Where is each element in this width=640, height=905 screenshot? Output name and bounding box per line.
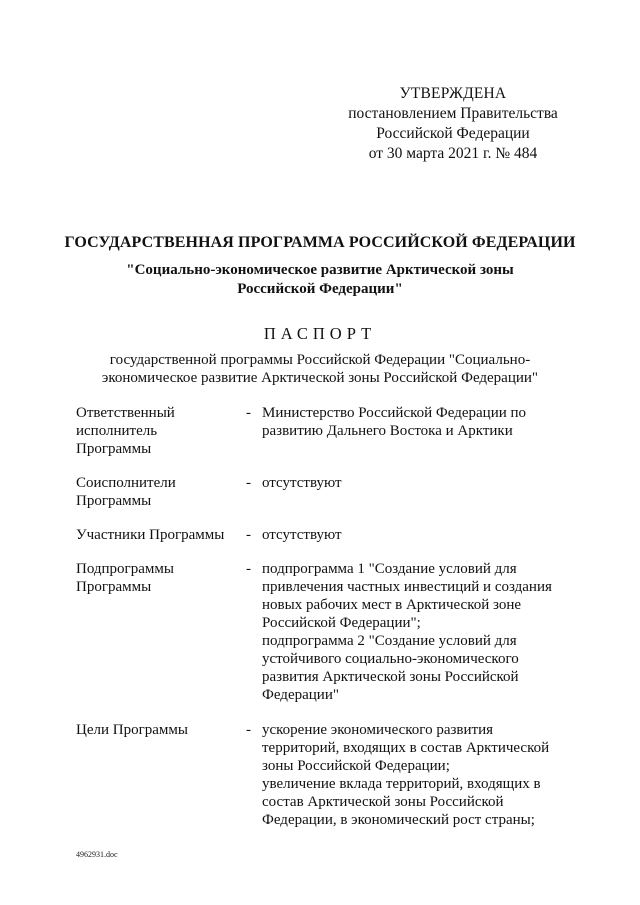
passport-row-goals xyxy=(76,721,576,829)
passport-row-coexecutors xyxy=(76,474,576,526)
row-value-line: Федерации" xyxy=(262,687,339,703)
approval-line-2: Российской Федерации xyxy=(376,125,530,142)
row-value xyxy=(262,526,576,544)
row-value xyxy=(262,560,576,704)
row-dash: - xyxy=(246,561,251,577)
row-value-line: развитию Дальнего Востока и Арктики xyxy=(262,423,513,439)
row-value-line: новых рабочих мест в Арктической зоне xyxy=(262,597,522,613)
passport-table xyxy=(76,404,576,829)
row-label-line: исполнитель xyxy=(76,423,158,439)
row-value-line: развития Арктической зоны Российской xyxy=(262,669,519,685)
passport-subtitle xyxy=(0,351,640,387)
row-value-line: территорий, входящих в состав Арктической xyxy=(262,740,550,756)
row-value-line: отсутствуют xyxy=(262,475,342,491)
passport-subtitle-line-2: экономическое развитие Арктической зоны Российской Федерации" xyxy=(101,370,539,386)
program-name xyxy=(0,261,640,299)
row-value-line: Российской Федерации"; xyxy=(262,615,421,631)
row-value xyxy=(262,721,576,829)
row-dash: - xyxy=(246,722,251,738)
row-label xyxy=(76,721,246,739)
row-label-line: Соисполнители xyxy=(76,475,176,491)
row-label-line: Программы xyxy=(76,441,152,457)
row-value-line: ускорение экономического развития xyxy=(262,722,493,738)
row-value-line: отсутствуют xyxy=(262,527,342,543)
row-value-line: Министерство Российской Федерации по xyxy=(262,405,527,421)
approval-line-1: постановлением Правительства xyxy=(348,105,558,122)
row-label xyxy=(76,474,246,510)
approval-line-3: от 30 марта 2021 г. № 484 xyxy=(368,145,538,162)
document-title: ГОСУДАРСТВЕННАЯ ПРОГРАММА РОССИЙСКОЙ ФЕДЕРАЦИИ xyxy=(64,234,576,251)
row-value-line: устойчивого социально-экономического xyxy=(262,651,519,667)
row-value-line: подпрограмма 2 "Создание условий для xyxy=(262,633,517,649)
row-dash: - xyxy=(246,527,251,543)
row-value-line: увеличение вклада территорий, входящих в xyxy=(262,776,541,792)
row-label-line: Программы xyxy=(76,579,152,595)
row-dash: - xyxy=(246,405,251,421)
row-value-line: привлечения частных инвестиций и создания xyxy=(262,579,552,595)
passport-row-participants xyxy=(76,526,576,560)
row-value-line: подпрограмма 1 "Создание условий для xyxy=(262,561,517,577)
row-label-line: Цели Программы xyxy=(76,722,188,738)
row-label-line: Программы xyxy=(76,493,152,509)
row-label-line: Участники Программы xyxy=(76,527,225,543)
row-value-line: состав Арктической зоны Российской xyxy=(262,794,504,810)
row-label xyxy=(76,560,246,596)
passport-subtitle-line-1: государственной программы Российской Федерации "Социально- xyxy=(109,352,531,368)
approval-stamp xyxy=(330,84,576,164)
row-label xyxy=(76,526,246,544)
row-label-line: Ответственный xyxy=(76,405,175,421)
program-name-line-1: "Социально-экономическое развитие Арктической зоны xyxy=(126,262,514,278)
document-heading xyxy=(0,233,640,299)
row-dash: - xyxy=(246,475,251,491)
row-value xyxy=(262,404,576,440)
row-value-line: Федерации, в экономический рост страны; xyxy=(262,812,535,828)
row-value xyxy=(262,474,576,492)
row-label xyxy=(76,404,246,458)
passport-row-subprograms xyxy=(76,560,576,721)
row-label-line: Подпрограммы xyxy=(76,561,174,577)
row-value-line: зоны Российской Федерации; xyxy=(262,758,450,774)
program-name-line-2: Российской Федерации" xyxy=(237,281,403,297)
passport-row-responsible xyxy=(76,404,576,474)
approval-title: УТВЕРЖДЕНА xyxy=(399,85,507,102)
document-file-name: 4962931.doc xyxy=(76,850,118,859)
passport-title: ПАСПОРТ xyxy=(263,324,377,343)
